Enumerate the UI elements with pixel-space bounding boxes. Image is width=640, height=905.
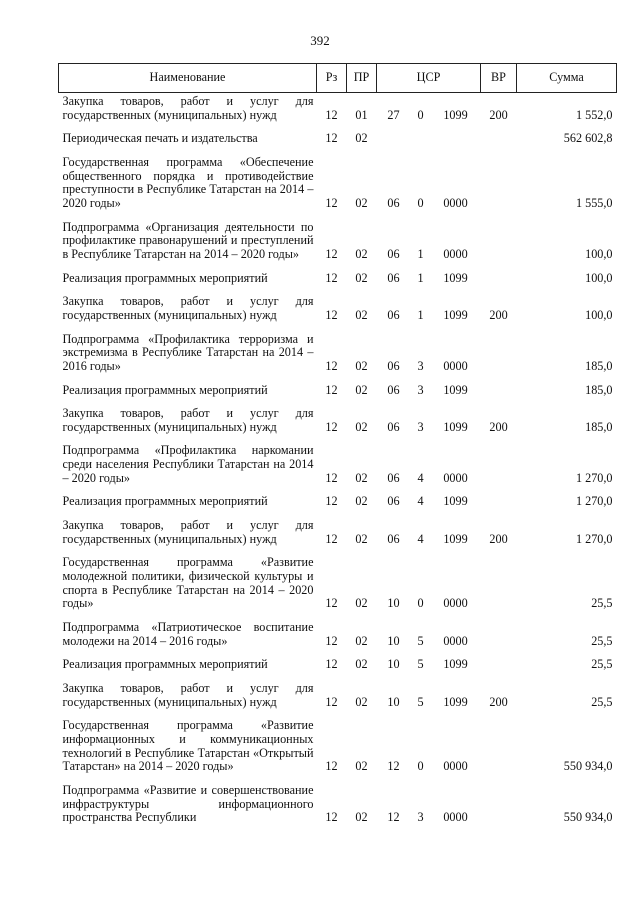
table-row xyxy=(59,219,617,264)
row-name: Подпрограмма «Патриотическое воспитание молодежи на 2014 – 2016 годы» xyxy=(62,620,314,648)
row-csr-subprogram: 5 xyxy=(417,633,424,648)
row-pr: 02 xyxy=(355,494,368,509)
row-rz: 12 xyxy=(325,759,338,774)
row-csr-direction: 0000 xyxy=(443,759,468,774)
row-name: Закупка товаров, работ и услуг для государственных (муниципальных) нужд xyxy=(62,518,314,546)
row-csr-subprogram: 5 xyxy=(417,657,424,672)
row-vr xyxy=(481,382,517,400)
row-vr xyxy=(481,219,517,264)
row-name: Государственная программа «Обеспечение общественного порядка и противодействие преступности в Республике Татарстан на 2014 – 2020 годы» xyxy=(62,154,314,210)
table-row xyxy=(59,656,617,674)
row-rz: 12 xyxy=(325,494,338,509)
row-rz: 12 xyxy=(325,810,338,825)
row-csr-direction: 1099 xyxy=(443,657,468,672)
table-row xyxy=(59,405,617,436)
row-rz: 12 xyxy=(325,107,338,122)
row-csr-subprogram: 4 xyxy=(417,494,424,509)
row-pr: 02 xyxy=(355,759,368,774)
row-csr-subprogram: 0 xyxy=(417,195,424,210)
row-vr xyxy=(481,154,517,213)
row-csr-direction: 0000 xyxy=(443,358,468,373)
row-name: Закупка товаров, работ и услуг для государственных (муниципальных) нужд xyxy=(62,294,314,322)
row-pr: 02 xyxy=(355,810,368,825)
row-pr: 02 xyxy=(355,246,368,261)
row-csr-program: 06 xyxy=(387,358,400,373)
row-csr-subprogram: 3 xyxy=(417,419,424,434)
row-csr-program xyxy=(377,130,411,148)
row-csr-program: 06 xyxy=(387,195,400,210)
row-rz: 12 xyxy=(325,307,338,322)
row-csr-direction: 1099 xyxy=(443,107,468,122)
row-name: Подпрограмма «Профилактика наркомании среди населения Республики Татарстан на 2014 – 2020 годы» xyxy=(62,443,314,485)
row-rz: 12 xyxy=(325,358,338,373)
row-rz: 12 xyxy=(325,531,338,546)
row-csr-program: 06 xyxy=(387,494,400,509)
table-row xyxy=(59,517,617,548)
row-name: Реализация программных мероприятий xyxy=(62,494,268,509)
row-csr-subprogram: 3 xyxy=(417,358,424,373)
row-rz: 12 xyxy=(325,596,338,611)
row-csr-program: 06 xyxy=(387,307,400,322)
row-csr-program: 10 xyxy=(387,694,400,709)
row-csr-subprogram: 1 xyxy=(417,246,424,261)
header-name: Наименование xyxy=(59,64,317,93)
row-pr: 02 xyxy=(355,358,368,373)
row-vr: 200 xyxy=(489,694,508,709)
row-rz: 12 xyxy=(325,657,338,672)
row-vr xyxy=(481,717,517,776)
row-csr-direction: 1099 xyxy=(443,270,468,285)
row-pr: 02 xyxy=(355,694,368,709)
row-sum: 562 602,8 xyxy=(563,131,613,146)
budget-table xyxy=(58,63,617,827)
row-csr-program: 12 xyxy=(387,810,400,825)
row-csr-subprogram: 3 xyxy=(417,810,424,825)
row-pr: 02 xyxy=(355,382,368,397)
row-sum: 550 934,0 xyxy=(563,759,613,774)
row-name: Закупка товаров, работ и услуг для государственных (муниципальных) нужд xyxy=(62,94,314,122)
row-rz: 12 xyxy=(325,470,338,485)
table-row xyxy=(59,619,617,650)
row-sum: 100,0 xyxy=(585,270,613,285)
row-name: Государственная программа «Развитие молодежной политики, физической культуры и спорта в Республике Татарстан на 2014 – 2020 годы» xyxy=(62,555,314,611)
row-csr-subprogram: 4 xyxy=(417,470,424,485)
row-csr-direction: 0000 xyxy=(443,633,468,648)
row-pr: 02 xyxy=(355,470,368,485)
table-row xyxy=(59,130,617,148)
row-csr-direction: 1099 xyxy=(443,494,468,509)
row-vr: 200 xyxy=(489,531,508,546)
row-name: Подпрограмма «Развитие и совершенствование инфраструктуры информационного пространства Республики xyxy=(62,782,314,825)
row-vr xyxy=(481,619,517,650)
row-csr-program: 12 xyxy=(387,759,400,774)
row-csr-subprogram: 5 xyxy=(417,694,424,709)
row-sum: 185,0 xyxy=(585,382,613,397)
row-sum: 100,0 xyxy=(585,307,613,322)
header-sum: Сумма xyxy=(517,64,617,93)
row-rz: 12 xyxy=(325,694,338,709)
row-pr: 02 xyxy=(355,596,368,611)
row-rz: 12 xyxy=(325,270,338,285)
row-vr xyxy=(481,270,517,288)
row-vr xyxy=(481,656,517,674)
table-row xyxy=(59,270,617,288)
row-pr: 02 xyxy=(355,419,368,434)
row-pr: 02 xyxy=(355,657,368,672)
row-csr-program: 06 xyxy=(387,531,400,546)
table-row xyxy=(59,442,617,487)
row-csr-subprogram: 1 xyxy=(417,307,424,322)
row-rz: 12 xyxy=(325,382,338,397)
row-sum: 25,5 xyxy=(591,657,613,672)
row-vr xyxy=(481,130,517,148)
row-csr-direction: 0000 xyxy=(443,596,468,611)
row-pr: 02 xyxy=(355,195,368,210)
row-vr: 200 xyxy=(489,419,508,434)
table-header xyxy=(59,64,617,93)
row-csr-direction: 0000 xyxy=(443,246,468,261)
row-vr xyxy=(481,493,517,511)
row-csr-direction: 1099 xyxy=(443,531,468,546)
header-csr: ЦСР xyxy=(377,64,481,93)
row-csr-direction: 0000 xyxy=(443,195,468,210)
row-csr-direction: 1099 xyxy=(443,694,468,709)
table-row xyxy=(59,331,617,376)
row-name: Реализация программных мероприятий xyxy=(62,382,268,397)
row-name: Закупка товаров, работ и услуг для государственных (муниципальных) нужд xyxy=(62,406,314,434)
row-csr-subprogram: 0 xyxy=(417,759,424,774)
row-pr: 01 xyxy=(355,107,368,122)
row-sum: 1 555,0 xyxy=(575,195,613,210)
row-csr-program: 06 xyxy=(387,419,400,434)
row-csr-direction: 1099 xyxy=(443,419,468,434)
row-vr xyxy=(481,782,517,827)
row-sum: 185,0 xyxy=(585,358,613,373)
table-row xyxy=(59,782,617,827)
row-vr: 200 xyxy=(489,307,508,322)
row-name: Периодическая печать и издательства xyxy=(62,131,258,146)
row-csr-direction xyxy=(431,130,481,148)
row-rz: 12 xyxy=(325,246,338,261)
row-rz: 12 xyxy=(325,195,338,210)
row-csr-program: 06 xyxy=(387,246,400,261)
table-row xyxy=(59,493,617,511)
row-csr-program: 06 xyxy=(387,470,400,485)
row-sum: 1 270,0 xyxy=(575,531,613,546)
row-csr-program: 10 xyxy=(387,657,400,672)
header-rz: Рз xyxy=(317,64,347,93)
row-vr xyxy=(481,554,517,613)
table-row xyxy=(59,382,617,400)
row-rz: 12 xyxy=(325,131,338,146)
row-name: Реализация программных мероприятий xyxy=(62,270,268,285)
table-row xyxy=(59,93,617,125)
row-sum: 1 270,0 xyxy=(575,470,613,485)
row-sum: 25,5 xyxy=(591,596,613,611)
row-rz: 12 xyxy=(325,633,338,648)
row-csr-program: 10 xyxy=(387,633,400,648)
row-vr xyxy=(481,442,517,487)
row-name: Подпрограмма «Профилактика терроризма и экстремизма в Республике Татарстан на 2014 – 2016 годы» xyxy=(62,331,314,373)
row-pr: 02 xyxy=(355,633,368,648)
row-sum: 25,5 xyxy=(591,694,613,709)
row-csr-subprogram xyxy=(411,130,431,148)
table-row xyxy=(59,293,617,324)
row-sum: 185,0 xyxy=(585,419,613,434)
header-vr: ВР xyxy=(481,64,517,93)
row-name: Государственная программа «Развитие информационных и коммуникационных технологий в Республике Татарстан «Открытый Татарстан» на 2014 – 2020 годы» xyxy=(62,718,314,774)
row-sum: 1 552,0 xyxy=(575,107,613,122)
row-csr-program: 10 xyxy=(387,596,400,611)
row-rz: 12 xyxy=(325,419,338,434)
table-body xyxy=(59,93,617,827)
row-pr: 02 xyxy=(355,131,368,146)
row-sum: 550 934,0 xyxy=(563,810,613,825)
row-csr-direction: 0000 xyxy=(443,810,468,825)
row-name: Подпрограмма «Организация деятельности по профилактике правонарушений и преступлений в Республике Татарстан на 2014 – 2020 годы» xyxy=(62,219,314,261)
row-sum: 100,0 xyxy=(585,246,613,261)
table-row xyxy=(59,717,617,776)
row-csr-direction: 1099 xyxy=(443,382,468,397)
table-row xyxy=(59,554,617,613)
row-csr-direction: 0000 xyxy=(443,470,468,485)
row-csr-program: 27 xyxy=(387,107,400,122)
row-vr: 200 xyxy=(489,107,508,122)
table-row xyxy=(59,154,617,213)
header-pr: ПР xyxy=(347,64,377,93)
page-number: 392 xyxy=(310,33,330,48)
row-csr-program: 06 xyxy=(387,270,400,285)
row-csr-subprogram: 0 xyxy=(417,107,424,122)
row-name: Реализация программных мероприятий xyxy=(62,657,268,672)
row-sum: 25,5 xyxy=(591,633,613,648)
row-sum: 1 270,0 xyxy=(575,494,613,509)
table-row xyxy=(59,680,617,711)
row-csr-subprogram: 0 xyxy=(417,596,424,611)
row-csr-program: 06 xyxy=(387,382,400,397)
row-name: Закупка товаров, работ и услуг для государственных (муниципальных) нужд xyxy=(62,681,314,709)
row-csr-subprogram: 1 xyxy=(417,270,424,285)
row-pr: 02 xyxy=(355,307,368,322)
row-pr: 02 xyxy=(355,270,368,285)
row-csr-direction: 1099 xyxy=(443,307,468,322)
row-csr-subprogram: 3 xyxy=(417,382,424,397)
row-vr xyxy=(481,331,517,376)
row-csr-subprogram: 4 xyxy=(417,531,424,546)
row-pr: 02 xyxy=(355,531,368,546)
